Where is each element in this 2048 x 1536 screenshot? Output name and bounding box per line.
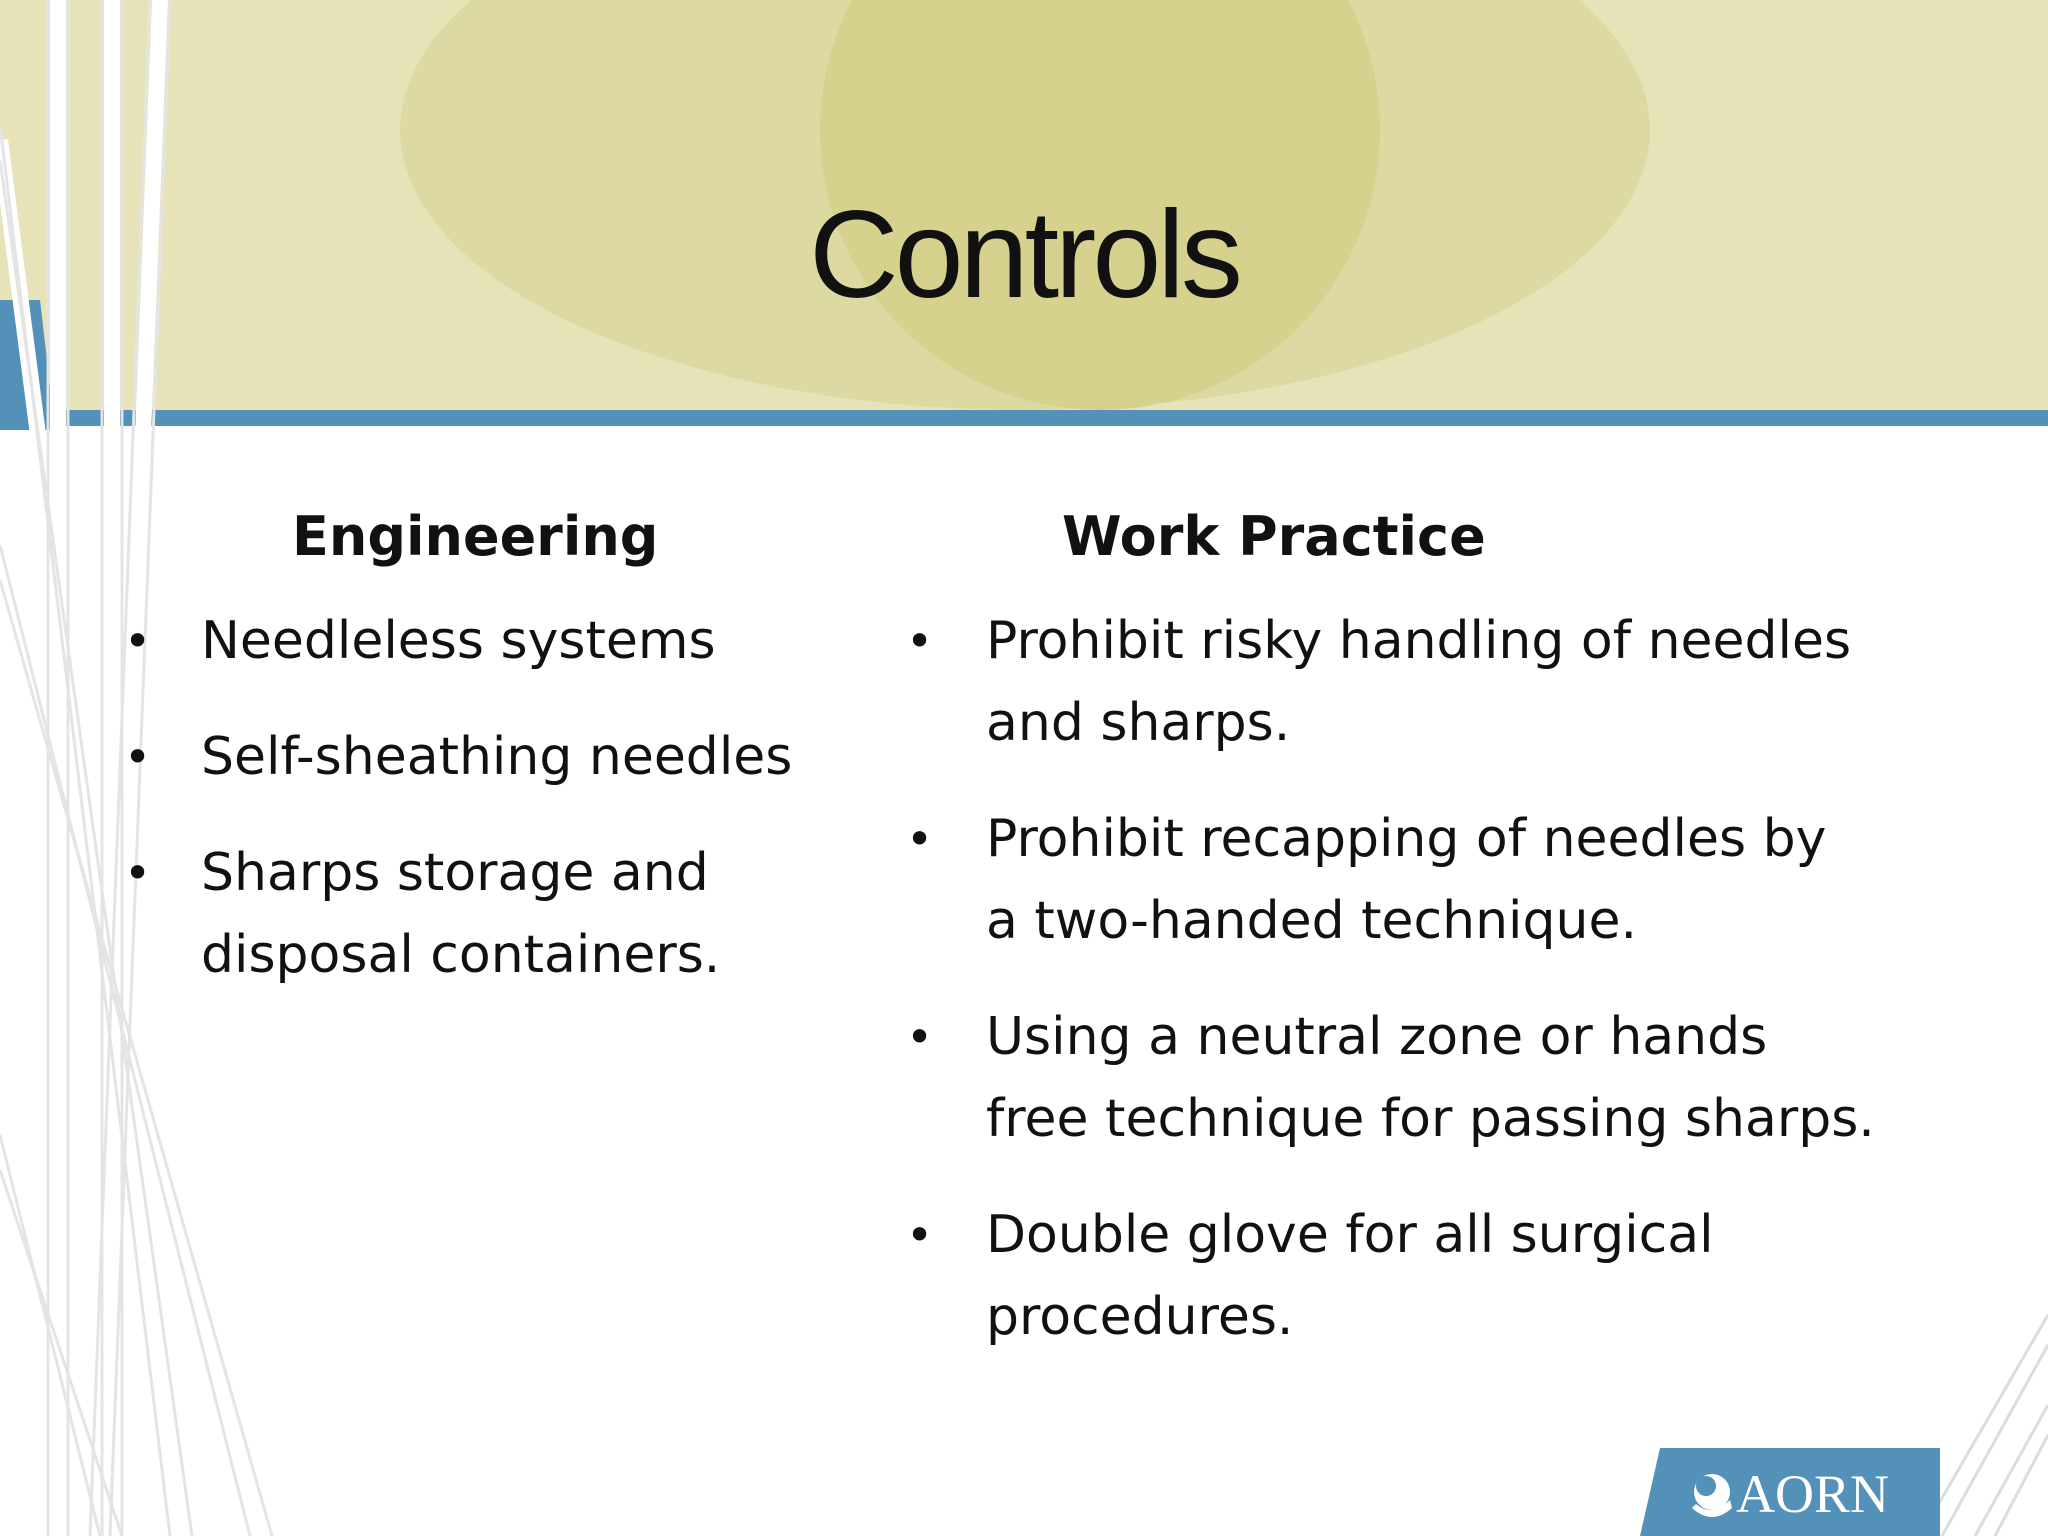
list-item-text: Prohibit recapping of needles by xyxy=(986,809,1827,869)
bullet-icon: • xyxy=(906,1208,934,1262)
aorn-logo-text: AORN xyxy=(1736,1464,1890,1524)
header-rule xyxy=(0,410,2048,426)
bullet-icon: • xyxy=(906,614,934,668)
engineering-heading: Engineering xyxy=(292,505,659,568)
bullet-icon: • xyxy=(124,846,152,900)
list-item xyxy=(906,600,2006,798)
bullet-icon: • xyxy=(124,614,152,668)
list-item-text: Sharps storage and xyxy=(201,843,709,903)
list-item xyxy=(124,832,864,996)
list-item-text: a two-handed technique. xyxy=(986,891,1637,951)
list-item xyxy=(906,798,2006,996)
list-item-text: free technique for passing sharps. xyxy=(986,1089,1875,1149)
list-item-text: and sharps. xyxy=(986,693,1291,753)
list-item xyxy=(906,996,2006,1194)
list-item xyxy=(124,716,864,832)
list-item-text: Self-sheathing needles xyxy=(201,727,793,787)
list-item-text: Needleless systems xyxy=(201,611,716,671)
work-practice-heading: Work Practice xyxy=(1062,505,1486,568)
list-item-text: Double glove for all surgical xyxy=(986,1205,1714,1265)
slide-title: Controls xyxy=(809,186,1239,324)
list-item-text: procedures. xyxy=(986,1287,1294,1347)
bullet-icon: • xyxy=(906,812,934,866)
work-practice-list xyxy=(906,600,2006,1392)
list-item-text: Using a neutral zone or hands xyxy=(986,1007,1768,1067)
bullet-icon: • xyxy=(906,1010,934,1064)
bullet-icon: • xyxy=(124,730,152,784)
list-item xyxy=(124,600,864,716)
list-item xyxy=(906,1194,2006,1392)
engineering-list xyxy=(124,600,864,996)
list-item-text: Prohibit risky handling of needles xyxy=(986,611,1852,671)
list-item-text: disposal containers. xyxy=(201,925,721,985)
